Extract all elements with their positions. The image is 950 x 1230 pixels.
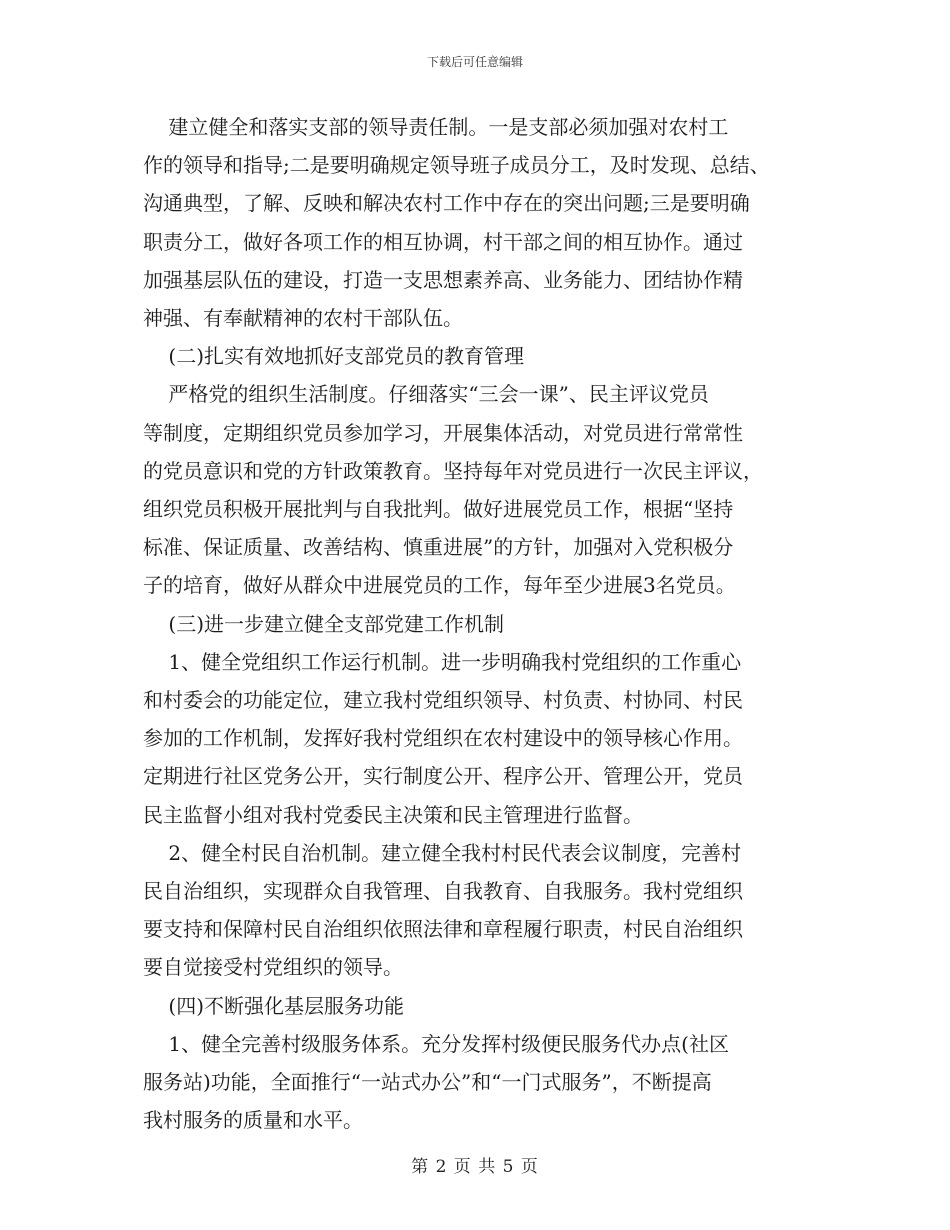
text-line: 加强基层队伍的建设，打造一支思想素养高、业务能力、团结协作精 bbox=[143, 267, 743, 292]
page-footer: 第 2 页 共 5 页 bbox=[411, 1157, 539, 1177]
text-line: 沟通典型，了解、反映和解决农村工作中存在的突出问题;三是要明确 bbox=[143, 191, 750, 216]
section-heading: (三)进一步建立健全支部党建工作机制 bbox=[143, 611, 505, 636]
text-line: 作的领导和指导;二是要明确规定领导班子成员分工，及时发现、总结、 bbox=[143, 153, 770, 178]
text-line: 标准、保证质量、改善结构、慎重进展”的方针，加强对入党积极分 bbox=[143, 535, 734, 560]
text-line: 2、健全村民自治机制。建立健全我村村民代表会议制度，完善村 bbox=[143, 840, 742, 865]
section-heading: (二)扎实有效地抓好支部党员的教育管理 bbox=[143, 344, 525, 369]
text-line: 1、健全党组织工作运行机制。进一步明确我村党组织的工作重心 bbox=[143, 649, 742, 674]
text-line: 要自觉接受村党组织的领导。 bbox=[143, 955, 403, 980]
text-line: 等制度，定期组织党员参加学习，开展集体活动，对党员进行常常性 bbox=[143, 420, 743, 445]
text-line: 和村委会的功能定位，建立我村党组织领导、村负责、村协同、村民 bbox=[143, 688, 743, 713]
text-line: 职责分工，做好各项工作的相互协调，村干部之间的相互协作。通过 bbox=[143, 229, 743, 254]
text-line: 的党员意识和党的方针政策教育。坚持每年对党员进行一次民主评议， bbox=[143, 458, 763, 483]
text-line: 严格党的组织生活制度。仔细落实“三会一课”、民主评议党员 bbox=[143, 382, 709, 407]
text-line: 参加的工作机制，发挥好我村党组织在农村建设中的领导核心作用。 bbox=[143, 726, 743, 751]
page-header: 下载后可任意编辑 bbox=[426, 55, 523, 69]
text-line: 1、健全完善村级服务体系。充分发挥村级便民服务代办点(社区 bbox=[143, 1031, 729, 1056]
text-line: 组织党员积极开展批判与自我批判。做好进展党员工作，根据“坚持 bbox=[143, 497, 734, 522]
text-line: 神强、有奉献精神的农村干部队伍。 bbox=[143, 306, 463, 331]
section-heading: (四)不断强化基层服务功能 bbox=[143, 993, 405, 1018]
text-line: 服务站)功能，全面推行“一站式办公”和“一门式服务”，不断提高 bbox=[143, 1070, 712, 1095]
text-line: 定期进行社区党务公开，实行制度公开、程序公开、管理公开，党员 bbox=[143, 764, 743, 789]
text-line: 我村服务的质量和水平。 bbox=[143, 1108, 363, 1133]
text-line: 民主监督小组对我村党委民主决策和民主管理进行监督。 bbox=[143, 802, 643, 827]
text-line: 民自治组织，实现群众自我管理、自我教育、自我服务。我村党组织 bbox=[143, 879, 743, 904]
document-body bbox=[143, 108, 813, 1139]
text-line: 建立健全和落实支部的领导责任制。一是支部必须加强对农村工 bbox=[143, 115, 729, 139]
text-line: 要支持和保障村民自治组织依照法律和章程履行职责，村民自治组织 bbox=[143, 917, 743, 942]
text-line: 子的培育，做好从群众中进展党员的工作，每年至少进展3名党员。 bbox=[143, 573, 736, 598]
